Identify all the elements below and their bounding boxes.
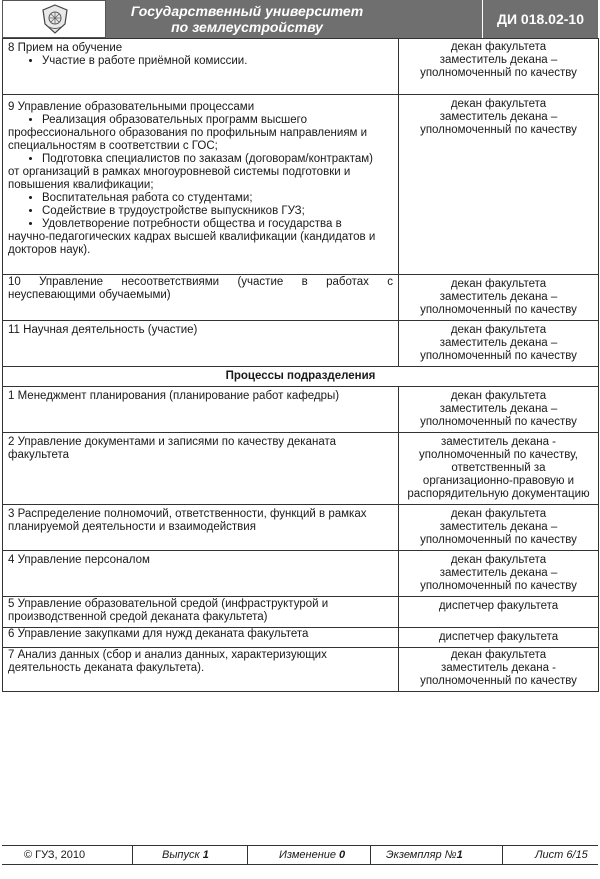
responsible-line: декан факультета (450, 390, 547, 402)
responsible-line: декан факультета (450, 508, 547, 520)
responsible-line: диспетчер факультета (438, 631, 559, 643)
document-header (2, 0, 598, 38)
bullet-list (8, 55, 393, 68)
responsible-line: заместитель декана - (440, 436, 557, 448)
table-row (3, 597, 599, 628)
footer-sheet (535, 846, 588, 864)
responsible-line: декан факультета (450, 649, 547, 661)
table-row (3, 387, 599, 433)
list-item: • Подготовка специалистов по заказам (договорам/контрактам) (42, 153, 393, 166)
responsible-cell (399, 628, 599, 648)
responsible-line: декан факультета (450, 554, 547, 566)
footer-issue (162, 846, 209, 864)
table-row (3, 551, 599, 597)
process-cell (3, 597, 399, 628)
responsible-cell (399, 39, 599, 95)
table-row (3, 433, 599, 505)
list-item: • Содействие в трудоустройстве выпускников ГУЗ; (42, 205, 393, 218)
list-item: • Реализация образовательных программ высшего (42, 114, 393, 127)
footer-copyright: © ГУЗ, 2010 (24, 849, 86, 861)
responsible-cell (399, 648, 599, 692)
logo-box (2, 0, 106, 38)
bullet-list (8, 114, 393, 127)
list-item: • Участие в работе приёмной комиссии. (42, 55, 393, 68)
responsible-cell (399, 321, 599, 367)
footer-issue-value: 1 (202, 849, 209, 861)
footer-change (279, 846, 345, 864)
responsible-cell (399, 505, 599, 551)
university-title (112, 3, 382, 35)
responsible-line: заместитель декана – (439, 54, 558, 66)
university-title-line2: по землеустройству (171, 19, 323, 35)
list-item: • Удовлетворение потребности общества и государства в (42, 218, 393, 231)
process-cell (3, 433, 399, 505)
bullet-list (8, 192, 393, 231)
process-title: 5 Управление образовательной средой (инфраструктурой и производственной средой деканата факультета) (8, 598, 329, 623)
bullet-list (8, 153, 393, 166)
responsible-line: заместитель декана – (439, 521, 558, 533)
responsible-line: декан факультета (450, 324, 547, 336)
process-title: 11 Научная деятельность (участие) (8, 324, 198, 336)
responsible-line: уполномоченный по качеству (420, 534, 577, 546)
table-row (3, 648, 599, 692)
responsible-line: уполномоченный по качеству (420, 67, 577, 79)
table-row (3, 95, 599, 275)
process-cell (3, 39, 399, 95)
responsible-line: декан факультета (450, 98, 547, 110)
process-cell (3, 505, 399, 551)
process-table (2, 38, 599, 692)
section-title: Процессы подразделения (3, 367, 599, 387)
responsible-cell (399, 551, 599, 597)
responsible-line: заместитель декана – (439, 291, 558, 303)
responsible-line: декан факультета (450, 41, 547, 53)
responsible-line: уполномоченный по качеству (420, 416, 577, 428)
responsible-line: уполномоченный по качеству (420, 675, 577, 687)
footer-copy-value: 1 (456, 849, 463, 861)
responsible-line: уполномоченный по качеству (420, 350, 577, 362)
responsible-line: уполномоченный по качеству (420, 304, 577, 316)
list-item: • Воспитательная работа со студентами; (42, 192, 393, 205)
table-row (3, 39, 599, 95)
footer-change-label: Изменение (279, 849, 336, 861)
footer-sheet-value: 6/15 (566, 849, 588, 861)
process-title: 7 Анализ данных (сбор и анализ данных, характеризующих деятельность деканата факультета). (8, 649, 327, 674)
responsible-line: заместитель декана – (439, 403, 558, 415)
responsible-line: заместитель декана – (439, 337, 558, 349)
process-cell (3, 95, 399, 275)
process-title: 9 Управление образовательными процессами (8, 101, 255, 113)
footer-divider (370, 846, 371, 864)
table-row (3, 628, 599, 648)
process-cell (3, 628, 399, 648)
footer-copy-label: Экземпляр № (386, 849, 457, 861)
process-title: 3 Распределение полномочий, ответственности, функций в рамках планируемой деятельности и взаимодействия (8, 508, 367, 533)
list-item-continuation: профессионального образования по профильным направлениям и специальностям в соответствии с ГОС; (8, 127, 368, 152)
footer-sheet-label: Лист (535, 849, 564, 861)
footer-issue-label: Выпуск (162, 849, 200, 861)
responsible-line: диспетчер факультета (438, 600, 559, 612)
responsible-cell (399, 95, 599, 275)
process-title-line1: 10 Управление несоответствиями (участие в работах с (8, 276, 393, 288)
process-title: 1 Менеджмент планирования (планирование работ кафедры) (8, 390, 340, 402)
footer-change-value: 0 (339, 849, 346, 861)
list-item-continuation: от организаций в рамках многоуровневой системы подготовки и повышения квалификации; (8, 166, 351, 191)
responsible-line: распорядительную документацию (407, 488, 590, 500)
responsible-line: ответственный за (451, 462, 546, 474)
footer-divider (502, 846, 503, 864)
process-title: 6 Управление закупками для нужд деканата факультета (8, 628, 309, 640)
footer-divider (132, 846, 133, 864)
responsible-line: уполномоченный по качеству (420, 580, 577, 592)
responsible-line: заместитель декана - (440, 662, 557, 674)
process-title: 8 Прием на обучение (8, 42, 123, 54)
responsible-line: заместитель декана – (439, 567, 558, 579)
responsible-line: уполномоченный по качеству, (419, 449, 578, 461)
responsible-line: декан факультета (450, 278, 547, 290)
process-cell (3, 648, 399, 692)
footer-copy (386, 846, 463, 864)
responsible-line: заместитель декана – (439, 111, 558, 123)
footer-divider (247, 846, 248, 864)
process-title-line2: неуспевающими обучаемыми) (8, 289, 171, 301)
table-row (3, 321, 599, 367)
process-title: 4 Управление персоналом (8, 554, 150, 566)
table-row (3, 275, 599, 321)
table-row (3, 505, 599, 551)
document-page (2, 0, 598, 879)
section-row (3, 367, 599, 387)
university-title-line1: Государственный университет (130, 3, 364, 19)
process-cell (3, 551, 399, 597)
document-id: ДИ 018.02-10 (482, 0, 598, 38)
responsible-line: уполномоченный по качеству (420, 124, 577, 136)
responsible-cell (399, 275, 599, 321)
process-cell (3, 275, 399, 321)
list-item-continuation: научно-педагогических кадрах высшей квалификации (кандидатов и докторов наук). (8, 231, 376, 256)
process-cell (3, 387, 399, 433)
document-footer (2, 845, 598, 865)
university-emblem-icon (41, 4, 69, 34)
responsible-line: организационно-правовую и (422, 475, 575, 487)
responsible-cell (399, 433, 599, 505)
responsible-cell (399, 387, 599, 433)
process-cell (3, 321, 399, 367)
responsible-cell (399, 597, 599, 628)
process-title: 2 Управление документами и записями по качеству деканата факультета (8, 436, 337, 461)
